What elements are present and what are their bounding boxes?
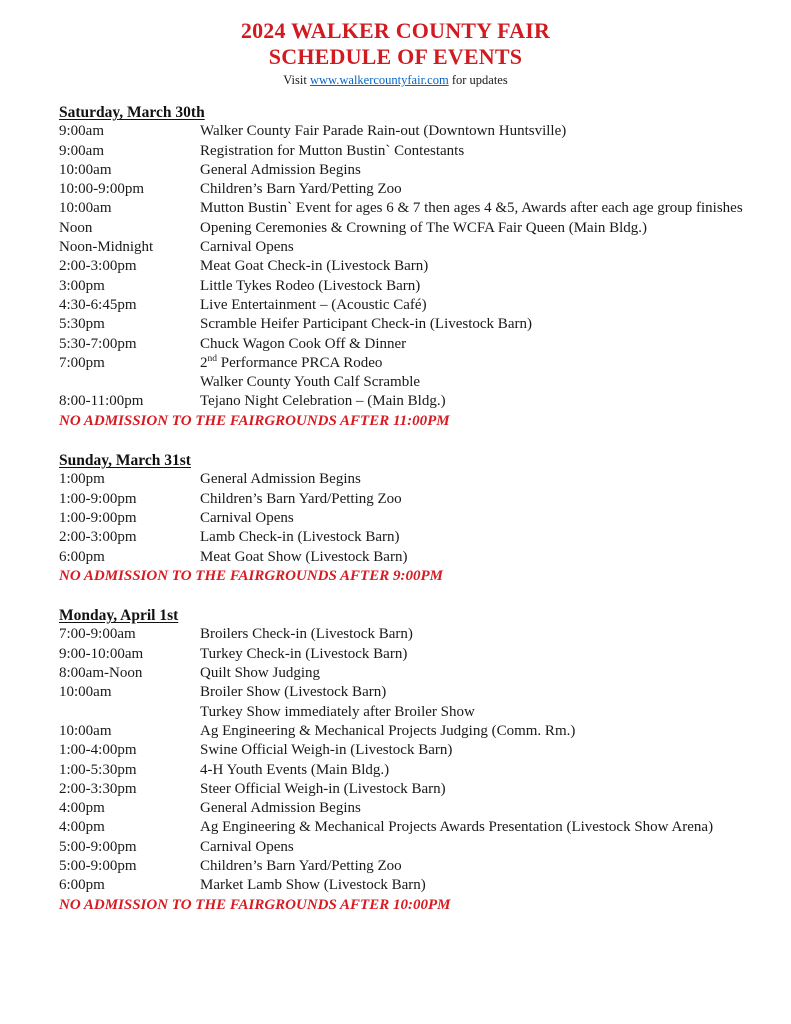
event-row: [59, 277, 765, 296]
event-description: Chuck Wagon Cook Off & Dinner: [200, 335, 407, 352]
page-title-line1: 2024 WALKER COUNTY FAIR: [240, 18, 551, 43]
event-time: [59, 373, 200, 392]
day-heading: Monday, April 1st: [59, 607, 179, 625]
event-time: 1:00-5:30pm: [59, 761, 137, 778]
event-time: 6:00pm: [59, 877, 105, 894]
event-description: Registration for Mutton Bustin` Contestants: [200, 142, 465, 159]
event-list: [59, 470, 765, 566]
event-time: 2:00-3:30pm: [59, 780, 137, 797]
event-row: [59, 490, 765, 509]
event-row: [59, 470, 765, 489]
event-description: Meat Goat Check-in (Livestock Barn): [200, 258, 429, 275]
event-time: 9:00-10:00am: [59, 645, 144, 662]
event-description: Turkey Check-in (Livestock Barn): [200, 645, 408, 662]
event-time: 5:30pm: [59, 316, 105, 333]
event-row: [59, 780, 765, 799]
event-description: Ag Engineering & Mechanical Projects Awards Presentation (Livestock Show Arena): [200, 819, 714, 836]
event-time: [59, 703, 200, 722]
event-description: Mutton Bustin` Event for ages 6 & 7 then ages 4 &5, Awards after each age group finishes: [200, 200, 743, 217]
event-row: [59, 315, 765, 334]
schedule-sections: [59, 103, 765, 915]
event-row: [59, 722, 765, 741]
event-description: Broilers Check-in (Livestock Barn): [200, 626, 413, 643]
event-description: Children’s Barn Yard/Petting Zoo: [200, 857, 402, 874]
day-section: [59, 451, 765, 586]
event-description: Broiler Show (Livestock Barn): [200, 684, 387, 701]
event-time: 10:00am: [59, 200, 112, 217]
event-description: Scramble Heifer Participant Check-in (Livestock Barn): [200, 316, 532, 333]
event-row: [59, 238, 765, 257]
event-time: Noon-Midnight: [59, 239, 154, 256]
subtitle-prefix: Visit: [283, 73, 310, 87]
event-time: 1:00-9:00pm: [59, 490, 137, 507]
event-description: Turkey Show immediately after Broiler Show: [200, 703, 475, 720]
event-row: [59, 354, 765, 373]
event-description: Lamb Check-in (Livestock Barn): [200, 529, 400, 546]
event-time: 10:00am: [59, 722, 112, 739]
event-row: [59, 161, 765, 180]
event-time: 2:00-3:00pm: [59, 529, 137, 546]
event-row: [59, 199, 765, 218]
event-row: [59, 876, 765, 895]
event-row: [59, 219, 765, 238]
event-row: [59, 180, 765, 199]
day-section: [59, 606, 765, 915]
event-row: [59, 857, 765, 876]
event-time: 9:00am: [59, 142, 104, 159]
event-time: 5:30-7:00pm: [59, 335, 137, 352]
event-row: [59, 625, 765, 644]
event-row: [59, 664, 765, 683]
event-row: [59, 142, 765, 161]
no-admission-warning: NO ADMISSION TO THE FAIRGROUNDS AFTER 9:00PM: [59, 567, 443, 584]
day-section: [59, 103, 765, 431]
website-link[interactable]: www.walkercountyfair.com: [309, 73, 449, 87]
event-row: [59, 548, 765, 567]
event-description: Walker County Youth Calf Scramble: [200, 374, 421, 391]
event-description: Opening Ceremonies & Crowning of The WCFA Fair Queen (Main Bldg.): [200, 219, 648, 236]
event-list: [59, 122, 765, 411]
event-description: General Admission Begins: [200, 471, 361, 488]
event-time: 8:00-11:00pm: [59, 393, 144, 410]
no-admission-warning: NO ADMISSION TO THE FAIRGROUNDS AFTER 11:00PM: [59, 412, 450, 429]
event-row: [59, 799, 765, 818]
event-description: Carnival Opens: [200, 509, 294, 526]
event-row: [59, 838, 765, 857]
event-list: [59, 625, 765, 895]
subtitle-suffix: for updates: [448, 73, 508, 87]
event-time: 5:00-9:00pm: [59, 857, 137, 874]
event-row: [59, 761, 765, 780]
event-description: Quilt Show Judging: [200, 665, 321, 682]
event-row: [59, 818, 765, 837]
event-time: 1:00pm: [59, 471, 105, 488]
event-time: 6:00pm: [59, 548, 105, 565]
event-time: 10:00-9:00pm: [59, 181, 144, 198]
event-time: 3:00pm: [59, 277, 105, 294]
page-title-line2: SCHEDULE OF EVENTS: [268, 44, 523, 69]
event-description: Ag Engineering & Mechanical Projects Judging (Comm. Rm.): [200, 722, 576, 739]
event-time: 8:00am-Noon: [59, 665, 143, 682]
subtitle: [0, 73, 791, 88]
event-time: 4:30-6:45pm: [59, 296, 137, 313]
event-time: 1:00-4:00pm: [59, 742, 137, 759]
event-description: Carnival Opens: [200, 838, 294, 855]
page-title: [0, 18, 791, 70]
event-description: Children’s Barn Yard/Petting Zoo: [200, 490, 402, 507]
event-description: Meat Goat Show (Livestock Barn): [200, 548, 408, 565]
event-description: 2nd Performance PRCA Rodeo: [200, 353, 383, 371]
event-time: 4:00pm: [59, 819, 105, 836]
document-header: [0, 0, 791, 88]
event-row: [59, 392, 765, 411]
event-time: 9:00am: [59, 123, 104, 140]
event-description: Live Entertainment – (Acoustic Café): [200, 296, 427, 313]
event-row: [59, 373, 765, 392]
event-description: Swine Official Weigh-in (Livestock Barn): [200, 742, 453, 759]
event-time: 1:00-9:00pm: [59, 509, 137, 526]
event-description: General Admission Begins: [200, 800, 361, 817]
event-row: [59, 528, 765, 547]
event-row: [59, 645, 765, 664]
event-description: Children’s Barn Yard/Petting Zoo: [200, 181, 402, 198]
event-time: 10:00am: [59, 684, 112, 701]
event-row: [59, 683, 765, 702]
event-time: 7:00pm: [59, 354, 105, 371]
event-time: 4:00pm: [59, 800, 105, 817]
event-description: 4-H Youth Events (Main Bldg.): [200, 761, 390, 778]
event-time: 5:00-9:00pm: [59, 838, 137, 855]
event-row: [59, 122, 765, 141]
event-description: Carnival Opens: [200, 239, 294, 256]
event-row: [59, 509, 765, 528]
event-description: Little Tykes Rodeo (Livestock Barn): [200, 277, 421, 294]
event-description: Tejano Night Celebration – (Main Bldg.): [200, 393, 446, 410]
event-time: 2:00-3:00pm: [59, 258, 137, 275]
day-heading: Sunday, March 31st: [59, 452, 191, 470]
event-time: 7:00-9:00am: [59, 626, 136, 643]
event-description: Walker County Fair Parade Rain-out (Downtown Huntsville): [200, 123, 567, 140]
event-row: [59, 296, 765, 315]
day-heading: Saturday, March 30th: [59, 104, 205, 121]
event-row: [59, 257, 765, 276]
event-description: General Admission Begins: [200, 161, 361, 178]
event-description: Market Lamb Show (Livestock Barn): [200, 877, 426, 894]
event-row: [59, 335, 765, 354]
event-row: [59, 703, 765, 722]
event-description: Steer Official Weigh-in (Livestock Barn): [200, 780, 446, 797]
no-admission-warning: NO ADMISSION TO THE FAIRGROUNDS AFTER 10:00PM: [59, 896, 451, 913]
event-time: 10:00am: [59, 161, 112, 178]
event-time: Noon: [59, 219, 93, 236]
event-row: [59, 741, 765, 760]
